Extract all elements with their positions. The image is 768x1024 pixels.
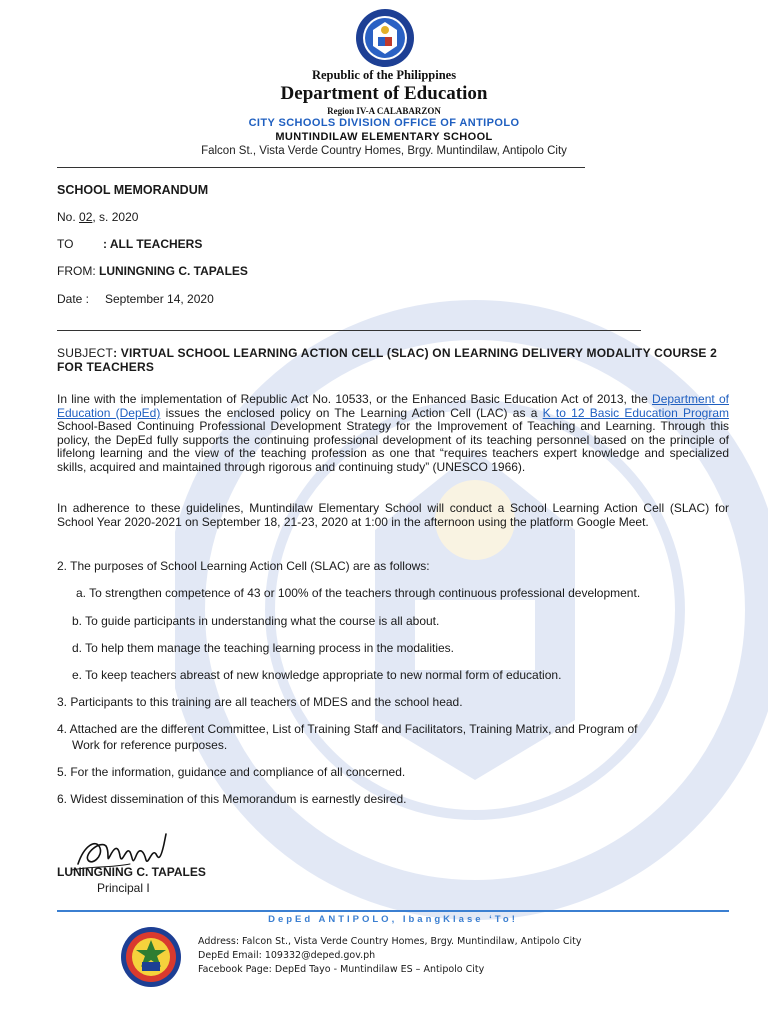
footer-tagline: DepEd ANTIPOLO, IbangKlase ‘To!: [268, 914, 518, 925]
paragraph-1-text-a: In line with the implementation of Republic Act No. 10533, or the Enhanced Basic Education Act of 2013, the: [57, 392, 653, 406]
footer-email: DepEd Email: 109332@deped.gov.ph: [198, 950, 376, 961]
header-division: CITY SCHOOLS DIVISION OFFICE OF ANTIPOLO: [248, 117, 520, 129]
memo-date-label: Date :: [57, 292, 90, 306]
paragraph-1: [57, 393, 729, 475]
memo-subject-text: : VIRTUAL SCHOOL LEARNING ACTION CELL (SLAC) ON LEARNING DELIVERY MODALITY COURSE 2 FOR TEACHERS: [57, 346, 718, 374]
purpose-a: a. To strengthen competence of 43 or 100% of the teachers through continuous professional development.: [76, 586, 641, 600]
header-republic: Republic of the Philippines: [311, 68, 457, 82]
footer-facebook: Facebook Page: DepEd Tayo - Muntindilaw ES – Antipolo City: [198, 964, 485, 975]
header-address: Falcon St., Vista Verde Country Homes, Brgy. Muntindilaw, Antipolo City: [201, 145, 567, 157]
memo-to-colon: :: [103, 237, 107, 251]
item-3: 3. Participants to this training are all teachers of MDES and the school head.: [57, 695, 463, 709]
memo-to-value: ALL TEACHERS: [109, 237, 203, 251]
item-4-line-2: Work for reference purposes.: [72, 738, 228, 752]
memo-subject: [57, 346, 729, 374]
memo-to-label: TO: [57, 237, 74, 251]
purpose-b: b. To guide participants in understanding what the course is all about.: [72, 614, 440, 628]
memo-from-value: LUNINGNING C. TAPALES: [99, 264, 248, 278]
memo-subject-label: SUBJECT: [57, 346, 114, 360]
memo-number-series: , s. 2020: [92, 210, 139, 224]
item-5: 5. For the information, guidance and compliance of all concerned.: [57, 765, 406, 779]
school-logo-icon: [120, 926, 182, 988]
purpose-d: d. To help them manage the teaching learning process in the modalities.: [72, 641, 455, 655]
memo-date-value: September 14, 2020: [105, 292, 214, 306]
paragraph-1-text-c: School-Based Continuing Professional Development Strategy for the Improvement of Teaching and Learning. Through this policy, the DepEd fully supports the continuing professional development of its teaching personnel based on the principle of lifelong learning and the view of the teaching profession as one that “requires teachers expert knowledge and specialized skills, acquired and maintained through rigorous and continuing study” (UNESCO 1966).: [57, 419, 729, 474]
memo-number-label: No.: [57, 210, 76, 224]
header-school: MUNTINDILAW ELEMENTARY SCHOOL: [275, 131, 493, 143]
footer-divider: [57, 910, 729, 912]
k-to-12-link[interactable]: K to 12 Basic Education Program: [542, 405, 730, 420]
header-department: Department of Education: [280, 83, 488, 104]
memo-to: [103, 237, 202, 251]
header-divider: [57, 167, 585, 168]
deped-seal-icon: [355, 8, 415, 68]
memo-number-value: 02: [79, 210, 93, 224]
memo-title: SCHOOL MEMORANDUM: [57, 183, 209, 197]
item-2: 2. The purposes of School Learning Action Cell (SLAC) are as follows:: [57, 559, 430, 573]
signatory-title: Principal I: [97, 881, 150, 895]
deped-link[interactable]: Department of Education (DepEd): [57, 392, 729, 420]
memo-from-label: FROM:: [57, 264, 96, 278]
item-4-line-1: 4. Attached are the different Committee, List of Training Staff and Facilitators, Training Matrix, and Program of: [57, 722, 638, 736]
memo-divider: [57, 330, 641, 331]
paragraph-2: In adherence to these guidelines, Muntindilaw Elementary School will conduct a School Learning Action Cell (SLAC) for School Year 2020-2021 on September 18, 21-23, 2020 at 1:00 in the afternoon using the platform Google Meet.: [57, 501, 729, 529]
footer-address: Address: Falcon St., Vista Verde Country Homes, Brgy. Muntindilaw, Antipolo City: [198, 936, 582, 947]
memo-number: [57, 210, 138, 224]
memo-from: [57, 264, 248, 278]
purpose-e: e. To keep teachers abreast of new knowledge appropriate to new normal form of education.: [72, 668, 562, 682]
signatory-name: LUNINGNING C. TAPALES: [57, 865, 206, 879]
paragraph-1-text-b: issues the enclosed policy on The Learning Action Cell (LAC) as a: [160, 405, 543, 420]
item-6: 6. Widest dissemination of this Memorandum is earnestly desired.: [57, 792, 407, 806]
header-region: Region IV-A CALABARZON: [327, 106, 441, 116]
